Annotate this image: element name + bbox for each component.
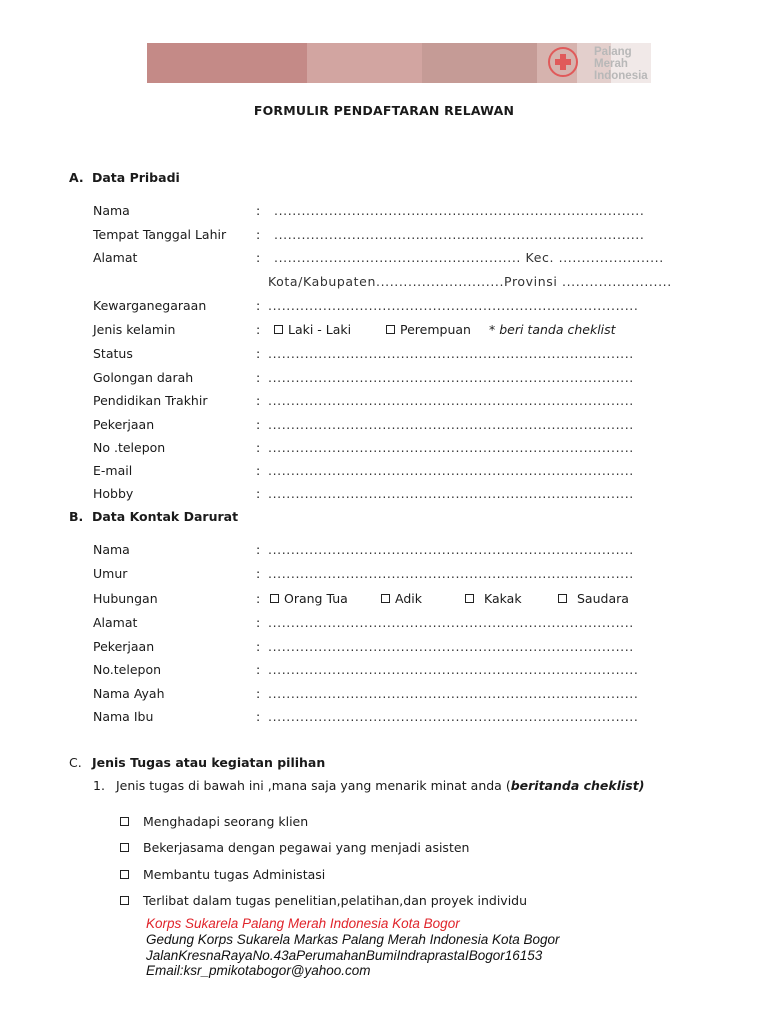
field-label: E-mail: [93, 463, 133, 478]
field-label: Kewarganegaraan: [93, 298, 207, 313]
field-label: Tempat Tanggal Lahir: [93, 227, 227, 242]
fill-line[interactable]: ................................................................................: [268, 542, 634, 557]
fill-line[interactable]: .................................................................................: [268, 686, 639, 701]
fill-line[interactable]: ................................................................................: [268, 393, 634, 408]
option-orang-tua[interactable]: [270, 591, 348, 606]
logo-line: Palang: [594, 46, 632, 58]
colon: :: [256, 322, 261, 337]
section-title: Data Pribadi: [92, 170, 180, 185]
red-cross-icon: [548, 47, 578, 77]
option-kakak[interactable]: [465, 591, 522, 606]
fill-line[interactable]: ................................................................................: [268, 486, 634, 501]
section-letter: A.: [69, 170, 84, 185]
field-label: Status: [93, 346, 133, 361]
option-perempuan[interactable]: [386, 322, 471, 337]
fill-line[interactable]: .................................................................................: [268, 298, 639, 313]
checkbox-icon[interactable]: [120, 843, 129, 852]
colon: :: [256, 615, 261, 630]
checkbox-icon[interactable]: [270, 594, 279, 603]
field-label: Nama: [93, 203, 130, 218]
checkbox-icon[interactable]: [381, 594, 390, 603]
section-c-heading: [69, 755, 325, 770]
colon: :: [256, 393, 261, 408]
field-label: Nama: [93, 542, 130, 557]
option-laki-laki[interactable]: [274, 322, 351, 337]
fill-line[interactable]: ................................................................................: [268, 566, 634, 581]
colon: :: [256, 370, 261, 385]
cross-shape: [554, 53, 572, 71]
field-label: Golongan darah: [93, 370, 194, 385]
banner-segment: [147, 43, 307, 83]
choice-label: Membantu tugas Administasi: [143, 867, 326, 882]
logo-line: Indonesia: [594, 70, 648, 82]
fill-line[interactable]: .................................................................................: [274, 203, 645, 218]
fill-line[interactable]: ................................................................................: [268, 370, 634, 385]
field-label: Pekerjaan: [93, 417, 155, 432]
question-instruction: beritanda cheklist): [510, 778, 645, 793]
field-label: No .telepon: [93, 440, 166, 455]
option-saudara[interactable]: [558, 591, 629, 606]
colon: :: [256, 346, 261, 361]
logo-line: Merah: [594, 58, 628, 70]
fill-line[interactable]: ................................................................................: [268, 346, 634, 361]
checkbox-icon[interactable]: [120, 870, 129, 879]
checkbox-icon[interactable]: [386, 325, 395, 334]
field-label: Jenis kelamin: [93, 322, 176, 337]
choice-item[interactable]: [120, 893, 527, 908]
fill-line[interactable]: ................................................................................: [268, 639, 634, 654]
colon: :: [256, 662, 261, 677]
field-label: Alamat: [93, 250, 138, 265]
colon: :: [256, 542, 261, 557]
choice-label: Bekerjasama dengan pegawai yang menjadi asisten: [143, 840, 470, 855]
form-title: FORMULIR PENDAFTARAN RELAWAN: [253, 103, 515, 118]
section-a-heading: [69, 170, 180, 185]
colon: :: [256, 639, 261, 654]
section-b-heading: [69, 509, 238, 524]
checklist-note: * beri tanda cheklist: [489, 322, 616, 337]
colon: :: [256, 203, 261, 218]
colon: :: [256, 686, 261, 701]
fill-line[interactable]: ................................................................................: [268, 463, 634, 478]
fill-line[interactable]: ................................................................................: [268, 440, 634, 455]
question-1: [93, 778, 644, 793]
fill-line[interactable]: ................................................................................: [268, 615, 634, 630]
section-title: Jenis Tugas atau kegiatan pilihan: [92, 755, 326, 770]
choice-label: Menghadapi seorang klien: [143, 814, 309, 829]
logo-text: [594, 46, 664, 82]
field-label: No.telepon: [93, 662, 162, 677]
colon: :: [256, 486, 261, 501]
option-label: Adik: [395, 591, 422, 606]
fill-line[interactable]: ...................................................... Kec. .......................: [274, 250, 664, 265]
fill-line[interactable]: Kota/Kabupaten............................Provinsi ........................: [268, 274, 672, 289]
option-label: Perempuan: [400, 322, 471, 337]
option-label: Orang Tua: [284, 591, 348, 606]
fill-line[interactable]: ................................................................................: [268, 417, 634, 432]
section-letter: B.: [69, 509, 84, 524]
section-title: Data Kontak Darurat: [92, 509, 239, 524]
choice-item[interactable]: [120, 814, 308, 829]
option-label: Saudara: [577, 591, 629, 606]
fill-line[interactable]: .................................................................................: [268, 662, 639, 677]
footer-org-name: Korps Sukarela Palang Merah Indonesia Kota Bogor: [146, 916, 460, 931]
field-label: Hobby: [93, 486, 134, 501]
field-label: Nama Ayah: [93, 686, 165, 701]
field-label: Hubungan: [93, 591, 158, 606]
section-letter: C.: [69, 755, 82, 770]
colon: :: [256, 440, 261, 455]
colon: :: [256, 250, 261, 265]
field-label: Alamat: [93, 615, 138, 630]
field-label: Pendidikan Trakhir: [93, 393, 208, 408]
checkbox-icon[interactable]: [465, 594, 474, 603]
choice-item[interactable]: [120, 840, 469, 855]
colon: :: [256, 463, 261, 478]
choice-item[interactable]: [120, 867, 325, 882]
checkbox-icon[interactable]: [274, 325, 283, 334]
option-label: Laki - Laki: [288, 322, 352, 337]
option-adik[interactable]: [381, 591, 422, 606]
footer-email[interactable]: Email:ksr_pmikotabogor@yahoo.com: [146, 963, 371, 978]
checkbox-icon[interactable]: [120, 896, 129, 905]
colon: :: [256, 709, 261, 724]
checkbox-icon[interactable]: [558, 594, 567, 603]
banner-segment: [307, 43, 422, 83]
question-text: Jenis tugas di bawah ini ,mana saja yang menarik minat anda (: [116, 778, 511, 793]
colon: :: [256, 591, 261, 606]
fill-line[interactable]: .................................................................................: [274, 227, 645, 242]
colon: :: [256, 417, 261, 432]
field-label: Umur: [93, 566, 128, 581]
option-label: Kakak: [484, 591, 522, 606]
colon: :: [256, 298, 261, 313]
footer-address: JalanKresnaRayaNo.43aPerumahanBumiIndraprastaIBogor16153: [146, 948, 543, 963]
field-label: Pekerjaan: [93, 639, 155, 654]
pmi-logo: [548, 45, 652, 83]
footer-building: Gedung Korps Sukarela Markas Palang Merah Indonesia Kota Bogor: [146, 932, 560, 947]
choice-label: Terlibat dalam tugas penelitian,pelatihan,dan proyek individu: [143, 893, 528, 908]
field-label: Nama Ibu: [93, 709, 154, 724]
checkbox-icon[interactable]: [120, 817, 129, 826]
colon: :: [256, 227, 261, 242]
colon: :: [256, 566, 261, 581]
banner-segment: [422, 43, 537, 83]
question-number: 1.: [93, 778, 105, 793]
fill-line[interactable]: .................................................................................: [268, 709, 639, 724]
